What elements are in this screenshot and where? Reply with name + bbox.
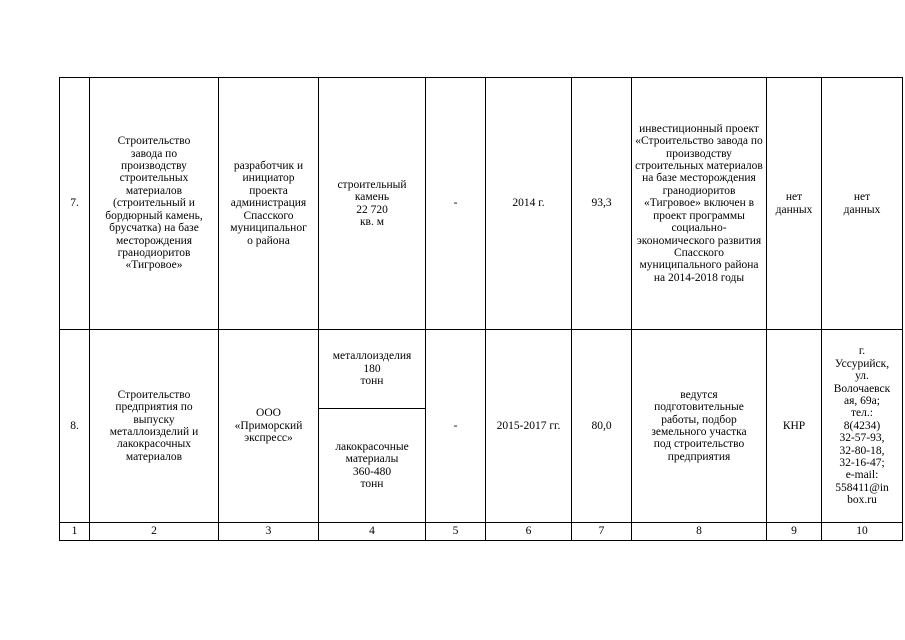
project-initiator: ООО «Приморский экспресс» — [219, 330, 319, 523]
project-products-paint: лакокрасочные материалы 360-480 тонн — [319, 409, 426, 523]
project-col5: - — [426, 330, 486, 523]
project-period: 2015-2017 гг. — [486, 330, 572, 523]
project-contacts: г. Уссурийск, ул. Волочаевск ая, 69а; тел.: 8(4234) 32-57-93, 32-80-18, 32-16-47; e-mail: 558411@in box.ru — [822, 330, 903, 523]
project-products: строительный камень 22 720 кв. м — [319, 78, 426, 330]
project-contacts: нет данных — [822, 78, 903, 330]
project-status: инвестиционный проект «Строительство завода по производству строительных материалов на базе месторождения гранодиоритов «Тигровое» включен в проект программы социально-экономического развития Спасского муниципального района на 2014-2018 годы — [632, 78, 767, 330]
project-country: нет данных — [767, 78, 822, 330]
column-number: 7 — [572, 523, 632, 541]
column-number: 6 — [486, 523, 572, 541]
project-readiness: 80,0 — [572, 330, 632, 523]
project-status: ведутся подготовительные работы, подбор земельного участка под строительство предприятия — [632, 330, 767, 523]
table-row — [60, 330, 903, 409]
row-number: 8. — [60, 330, 90, 523]
column-number: 4 — [319, 523, 426, 541]
column-number: 9 — [767, 523, 822, 541]
column-number: 8 — [632, 523, 767, 541]
project-period: 2014 г. — [486, 78, 572, 330]
project-country: КНР — [767, 330, 822, 523]
project-col5: - — [426, 78, 486, 330]
projects-table — [59, 77, 903, 541]
column-number: 1 — [60, 523, 90, 541]
project-products-metal: металлоизделия 180 тонн — [319, 330, 426, 409]
project-name: Строительство завода по производству строительных материалов (строительный и бордюрный камень, брусчатка) на базе месторождения гранодиоритов «Тигровое» — [90, 78, 219, 330]
project-readiness: 93,3 — [572, 78, 632, 330]
project-initiator: разработчик и инициатор проекта администрация Спасского муниципальног о района — [219, 78, 319, 330]
column-number: 3 — [219, 523, 319, 541]
column-number: 5 — [426, 523, 486, 541]
table-row — [60, 78, 903, 330]
column-numbers-row — [60, 523, 903, 541]
column-number: 2 — [90, 523, 219, 541]
project-name: Строительство предприятия по выпуску металлоизделий и лакокрасочных материалов — [90, 330, 219, 523]
row-number: 7. — [60, 78, 90, 330]
column-number: 10 — [822, 523, 903, 541]
